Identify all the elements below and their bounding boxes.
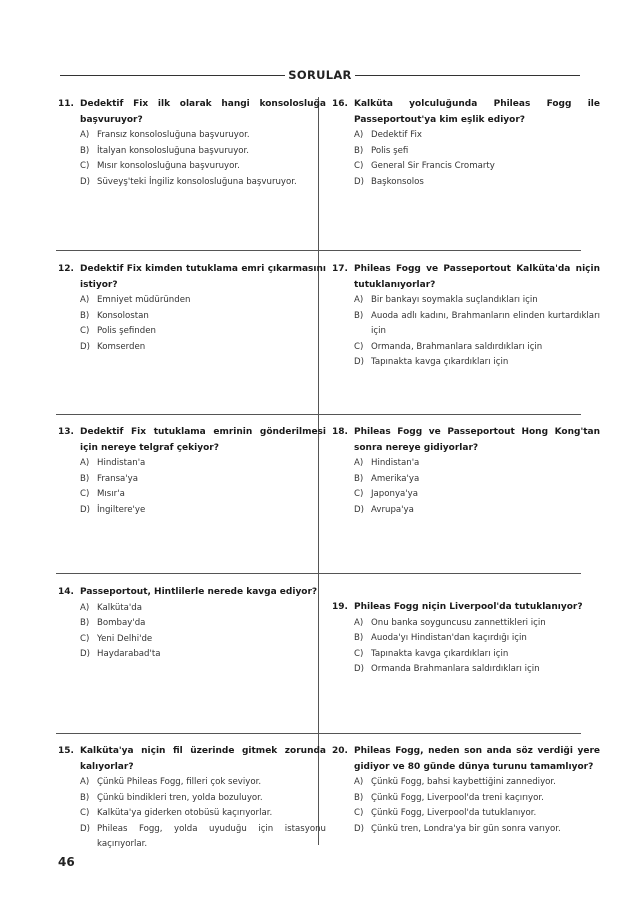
option-text: Polis şefi xyxy=(371,145,409,156)
section-title: SORULAR xyxy=(288,68,352,82)
question-text: Passeportout, Hintlilerle nerede kavga ediyor? xyxy=(80,587,318,597)
answer-option xyxy=(332,175,600,191)
question-stem xyxy=(332,97,600,128)
row-divider xyxy=(56,250,318,251)
option-text: Haydarabad'ta xyxy=(97,649,161,659)
option-letter: A) xyxy=(354,295,364,305)
option-text: Yeni Delhi'de xyxy=(97,633,153,644)
option-text: Süveyş'teki İngiliz konsolosluğuna başvuruyor. xyxy=(97,176,297,187)
question-number: 14. xyxy=(58,587,74,597)
question-text: Kalküta'ya niçin fil üzerinde gitmek zorunda kalıyorlar? xyxy=(80,746,326,772)
question-stem xyxy=(58,585,326,601)
answer-option xyxy=(332,487,600,503)
answer-option xyxy=(58,647,326,663)
option-letter: B) xyxy=(80,310,90,321)
option-letter: B) xyxy=(80,618,90,628)
answer-option xyxy=(58,175,326,191)
option-text: Çünkü Fogg, bahsi kaybettiğini zannediyor. xyxy=(371,777,556,787)
answer-option xyxy=(332,616,600,632)
question-number: 13. xyxy=(58,427,74,437)
answer-option xyxy=(332,775,600,791)
question-text: Phileas Fogg ve Passeportout Hong Kong'tan sonra nereye gidiyorlar? xyxy=(354,427,600,453)
option-text: Onu banka soyguncusu zannettikleri için xyxy=(371,617,546,628)
question-text: Phileas Fogg niçin Liverpool'da tutuklanıyor? xyxy=(354,602,583,612)
answer-option xyxy=(332,806,600,822)
answer-option xyxy=(58,159,326,175)
row-divider xyxy=(56,414,318,415)
option-letter: D) xyxy=(80,341,90,352)
option-letter: B) xyxy=(354,792,364,803)
option-letter: C) xyxy=(80,161,90,171)
option-letter: A) xyxy=(80,602,90,613)
row-divider xyxy=(319,573,581,574)
question-block xyxy=(58,262,326,355)
option-text: Komserden xyxy=(97,341,146,352)
option-letter: C) xyxy=(354,161,364,171)
option-letter: A) xyxy=(354,130,364,140)
question-text: Kalküta yolculuğunda Phileas Fogg ile Passeportout'ya kim eşlik ediyor? xyxy=(354,99,600,125)
option-letter: B) xyxy=(80,145,90,156)
question-number: 19. xyxy=(332,602,348,612)
question-stem xyxy=(58,744,326,775)
option-text: Fransız konsolosluğuna başvuruyor. xyxy=(97,130,250,140)
option-text: Çünkü Fogg, Liverpool'da tutuklanıyor. xyxy=(371,808,537,818)
answer-option xyxy=(332,822,600,838)
option-text: Mısır'a xyxy=(97,489,125,499)
answer-option xyxy=(58,632,326,648)
answer-option xyxy=(58,601,326,617)
option-text: Bombay'da xyxy=(97,618,146,628)
option-text: Auoda adlı kadını, Brahmanların elinden kurtardıkları için xyxy=(371,310,600,336)
question-block xyxy=(332,600,600,678)
option-letter: D) xyxy=(354,357,364,367)
answer-option xyxy=(332,293,600,309)
option-letter: C) xyxy=(80,326,90,336)
option-letter: A) xyxy=(354,617,364,628)
answer-option xyxy=(332,631,600,647)
answer-option xyxy=(58,791,326,807)
option-text: Mısır konsolosluğuna başvuruyor. xyxy=(97,161,240,171)
option-letter: D) xyxy=(80,504,90,515)
answer-option xyxy=(58,128,326,144)
option-text: Konsolostan xyxy=(97,310,149,321)
option-text: İngiltere'ye xyxy=(97,504,146,515)
option-text: Çünkü bindikleri tren, yolda bozuluyor. xyxy=(97,792,263,803)
answer-option xyxy=(332,144,600,160)
answer-option xyxy=(58,456,326,472)
option-letter: B) xyxy=(354,473,364,484)
answer-option xyxy=(332,791,600,807)
option-letter: A) xyxy=(354,777,364,787)
question-text: Dedektif Fix ilk olarak hangi konsolosluğa başvuruyor? xyxy=(80,99,326,125)
question-number: 11. xyxy=(58,99,74,109)
question-block xyxy=(58,744,326,853)
option-letter: C) xyxy=(80,489,90,499)
option-text: Auoda'yı Hindistan'dan kaçırdığı için xyxy=(371,633,527,643)
question-number: 15. xyxy=(58,746,74,756)
option-text: Kalküta'ya giderken otobüsü kaçırıyorlar. xyxy=(97,808,273,818)
option-letter: A) xyxy=(354,458,364,468)
question-block xyxy=(332,744,600,837)
question-text: Phileas Fogg ve Passeportout Kalküta'da niçin tutuklanıyorlar? xyxy=(354,264,600,290)
option-letter: C) xyxy=(354,648,364,659)
option-letter: A) xyxy=(80,130,90,140)
question-block xyxy=(58,585,326,663)
option-text: Başkonsolos xyxy=(371,176,424,187)
option-letter: D) xyxy=(354,823,364,834)
option-text: General Sir Francis Cromarty xyxy=(371,161,495,171)
question-block xyxy=(58,425,326,518)
question-block xyxy=(332,97,600,190)
answer-option xyxy=(58,775,326,791)
option-text: Phileas Fogg, yolda uyuduğu için istasyonu kaçırıyorlar. xyxy=(97,823,326,849)
option-letter: C) xyxy=(80,808,90,818)
option-text: Hindistan'a xyxy=(371,458,420,468)
section-header xyxy=(60,68,580,84)
question-stem xyxy=(332,744,600,775)
row-divider xyxy=(56,573,318,574)
question-text: Dedektif Fix tutuklama emrinin gönderilmesi için nereye telgraf çekiyor? xyxy=(80,427,326,453)
row-divider xyxy=(319,733,581,734)
option-letter: B) xyxy=(354,145,364,156)
option-letter: D) xyxy=(354,176,364,187)
option-letter: B) xyxy=(80,792,90,803)
answer-option xyxy=(58,144,326,160)
answer-option xyxy=(58,806,326,822)
answer-option xyxy=(332,340,600,356)
answer-option xyxy=(58,472,326,488)
option-text: Kalküta'da xyxy=(97,602,143,613)
option-text: Tapınakta kavga çıkardıkları için xyxy=(371,648,509,659)
option-letter: D) xyxy=(80,823,90,834)
page-number: 46 xyxy=(58,855,75,869)
answer-option xyxy=(332,309,600,340)
question-number: 16. xyxy=(332,99,348,109)
header-rule-right xyxy=(355,75,580,76)
row-divider xyxy=(319,250,581,251)
answer-option xyxy=(58,340,326,356)
answer-option xyxy=(332,503,600,519)
option-letter: A) xyxy=(80,295,90,305)
option-text: Polis şefinden xyxy=(97,326,156,336)
question-stem xyxy=(332,600,600,616)
answer-option xyxy=(332,159,600,175)
option-text: Amerika'ya xyxy=(371,473,420,484)
option-letter: B) xyxy=(80,473,90,484)
answer-option xyxy=(332,472,600,488)
option-letter: D) xyxy=(354,504,364,515)
option-text: Avrupa'ya xyxy=(371,504,414,515)
option-text: Tapınakta kavga çıkardıkları için xyxy=(371,357,509,367)
question-stem xyxy=(58,262,326,293)
option-text: İtalyan konsolosluğuna başvuruyor. xyxy=(97,145,250,156)
answer-option xyxy=(58,616,326,632)
option-letter: C) xyxy=(80,633,90,644)
question-number: 18. xyxy=(332,427,348,437)
question-number: 12. xyxy=(58,264,74,274)
answer-option xyxy=(332,128,600,144)
option-text: Bir bankayı soymakla suçlandıkları için xyxy=(371,295,538,305)
question-text: Phileas Fogg, neden son anda söz verdiği yere gidiyor ve 80 günde dünya turunu tamamlıyor? xyxy=(354,746,600,772)
answer-option xyxy=(58,309,326,325)
option-text: Hindistan'a xyxy=(97,458,146,468)
option-letter: C) xyxy=(354,808,364,818)
question-number: 20. xyxy=(332,746,348,756)
option-text: Ormanda Brahmanlara saldırdıkları için xyxy=(371,664,540,674)
option-text: Çünkü tren, Londra'ya bir gün sonra varıyor. xyxy=(371,823,561,834)
option-letter: A) xyxy=(80,777,90,787)
question-block xyxy=(332,425,600,518)
option-letter: C) xyxy=(354,341,364,352)
question-stem xyxy=(332,262,600,293)
answer-option xyxy=(332,647,600,663)
row-divider xyxy=(319,414,581,415)
question-stem xyxy=(332,425,600,456)
answer-option xyxy=(332,662,600,678)
option-text: Ormanda, Brahmanlara saldırdıkları için xyxy=(371,341,543,352)
answer-option xyxy=(58,293,326,309)
question-block xyxy=(332,262,600,371)
option-letter: D) xyxy=(80,176,90,187)
option-letter: C) xyxy=(354,489,364,499)
option-text: Fransa'ya xyxy=(97,473,139,484)
question-number: 17. xyxy=(332,264,348,274)
answer-option xyxy=(58,324,326,340)
question-block xyxy=(58,97,326,190)
answer-option xyxy=(58,487,326,503)
option-text: Çünkü Phileas Fogg, filleri çok seviyor. xyxy=(97,777,262,787)
answer-option xyxy=(332,456,600,472)
option-text: Çünkü Fogg, Liverpool'da treni kaçırıyor. xyxy=(371,792,544,803)
option-text: Emniyet müdüründen xyxy=(97,295,191,305)
option-text: Japonya'ya xyxy=(371,489,419,499)
answer-option xyxy=(58,822,326,853)
answer-option xyxy=(58,503,326,519)
question-stem xyxy=(58,97,326,128)
option-letter: B) xyxy=(354,310,364,321)
row-divider xyxy=(56,733,318,734)
option-text: Dedektif Fix xyxy=(371,130,422,140)
option-letter: D) xyxy=(354,664,364,674)
question-stem xyxy=(58,425,326,456)
option-letter: B) xyxy=(354,633,364,643)
answer-option xyxy=(332,355,600,371)
option-letter: A) xyxy=(80,458,90,468)
question-text: Dedektif Fix kimden tutuklama emri çıkarmasını istiyor? xyxy=(80,264,326,290)
option-letter: D) xyxy=(80,649,90,659)
